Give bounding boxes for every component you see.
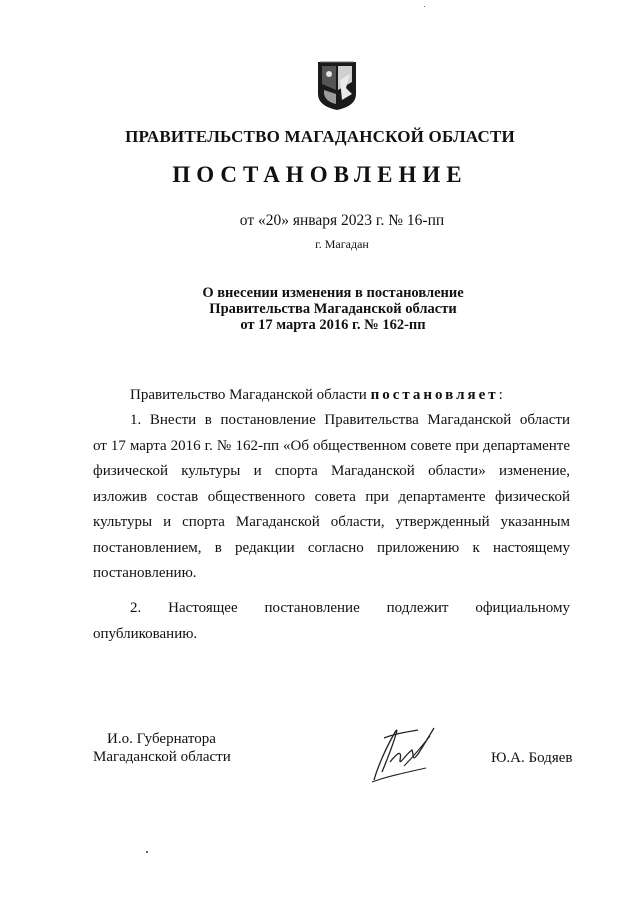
signatory-name: Ю.А. Бодяев	[491, 750, 573, 766]
paragraph-line: постановлением, в редакции согласно приложению к настоящему	[93, 539, 570, 556]
preamble	[130, 387, 503, 404]
paragraph-line: постановлению.	[93, 565, 197, 581]
handwritten-signature	[368, 722, 438, 784]
paragraph-line: 2. Настоящее постановление подлежит официальному	[130, 600, 570, 616]
signatory-position-line: Магаданской области	[93, 749, 231, 765]
paragraph-line: изложив состав общественного совета при департаменте физической	[93, 488, 570, 505]
paragraph-line: опубликованию.	[93, 625, 198, 642]
document-type-title: ПОСТАНОВЛЕНИЕ	[172, 162, 468, 187]
document-city: г. Магадан	[315, 237, 369, 251]
signatory-position-line: И.о. Губернатора	[107, 731, 216, 747]
preamble-colon: :	[498, 387, 503, 403]
signatory-position	[93, 730, 231, 766]
document-date-number: от «20» января 2023 г. № 16-пп	[239, 212, 445, 229]
preamble-lead: Правительство Магаданской области	[130, 387, 371, 403]
paragraph-1	[93, 408, 570, 587]
subject-line: О внесении изменения в постановление	[202, 285, 464, 301]
coat-of-arms-icon	[316, 60, 358, 112]
document-subject	[0, 285, 640, 333]
organization-title: ПРАВИТЕЛЬСТВО МАГАДАНСКОЙ ОБЛАСТИ	[125, 127, 515, 146]
paragraph-line: культуры и спорта Магаданской области, утвержденный указанным	[93, 514, 570, 530]
scan-speck	[424, 6, 425, 7]
scan-speck	[146, 851, 148, 853]
preamble-decree-word: постановляет	[370, 387, 499, 403]
paragraph-line: физической культуры и спорта Магаданской области» изменение,	[93, 463, 570, 479]
paragraph-line: от 17 марта 2016 г. № 162-пп «Об общественном совете при департаменте	[93, 437, 570, 454]
subject-line: Правительства Магаданской области	[209, 301, 457, 317]
subject-line: от 17 марта 2016 г. № 162-пп	[240, 317, 426, 333]
paragraph-line: 1. Внести в постановление Правительства Магаданской области	[130, 412, 570, 428]
paragraph-2	[93, 596, 570, 647]
